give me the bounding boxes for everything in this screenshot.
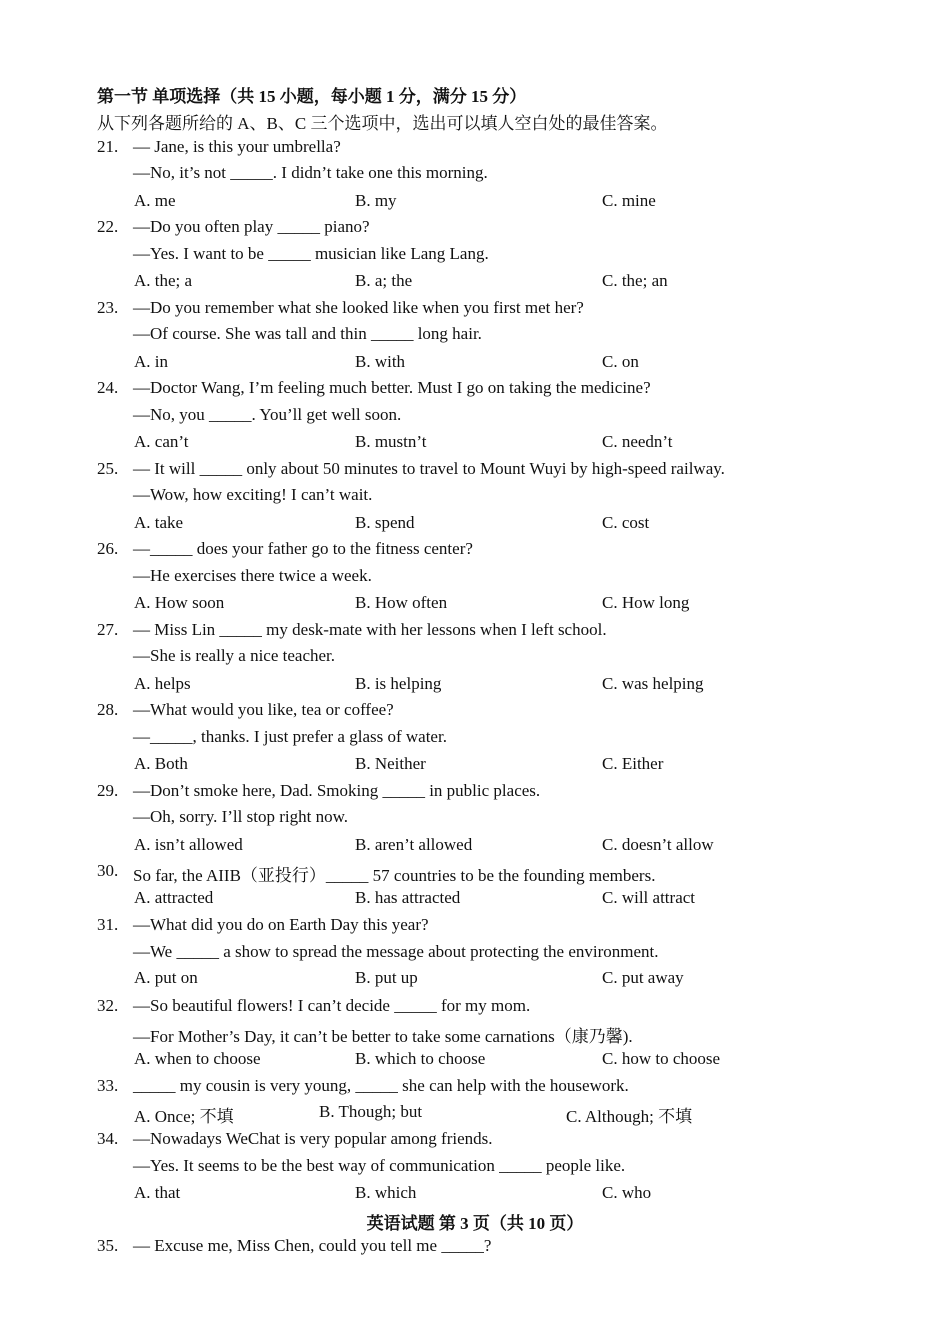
question-line: —Don’t smoke here, Dad. Smoking _____ in public places.	[133, 781, 541, 800]
question-line: —What would you like, tea or coffee?	[133, 700, 394, 719]
question-line: —Of course. She was tall and thin _____ long hair.	[133, 324, 482, 343]
question-line: —She is really a nice teacher.	[133, 646, 336, 665]
option-c: C. the; an	[602, 271, 668, 290]
option-c: C. doesn’t allow	[602, 835, 714, 854]
option-b: B. Though; but	[319, 1102, 423, 1121]
question-line: —He exercises there twice a week.	[133, 566, 372, 585]
option-a: A. isn’t allowed	[134, 835, 243, 854]
option-b: B. aren’t allowed	[355, 835, 473, 854]
option-a: A. me	[134, 191, 176, 210]
option-b: B. put up	[355, 968, 418, 987]
option-b: B. is helping	[355, 674, 442, 693]
option-c: C. cost	[602, 513, 650, 532]
question-line: —Oh, sorry. I’ll stop right now.	[133, 807, 348, 826]
question-number: 21.	[97, 137, 119, 156]
question-line: — It will _____ only about 50 minutes to travel to Mount Wuyi by high-speed railway.	[133, 459, 725, 478]
option-c: C. How long	[602, 593, 690, 612]
option-a: A. the; a	[134, 271, 193, 290]
question-line: So far, the AIIB（亚投行）_____ 57 countries to be the founding members.	[133, 866, 656, 885]
question-line: — Excuse me, Miss Chen, could you tell me _____?	[133, 1236, 492, 1255]
question-number: 28.	[97, 700, 119, 719]
question-number: 25.	[97, 459, 119, 478]
option-a: A. when to choose	[134, 1049, 261, 1068]
question-line: —_____, thanks. I just prefer a glass of water.	[133, 727, 447, 746]
option-c: C. on	[602, 352, 639, 371]
question-line: —_____ does your father go to the fitness center?	[133, 539, 473, 558]
question-line: —Wow, how exciting! I can’t wait.	[133, 485, 373, 504]
question-line: —Do you remember what she looked like when you first met her?	[133, 298, 584, 317]
option-c: C. will attract	[602, 888, 696, 907]
question-number: 26.	[97, 539, 119, 558]
question-line: _____ my cousin is very young, _____ she can help with the housework.	[133, 1076, 629, 1095]
option-b: B. my	[355, 191, 397, 210]
question-number: 23.	[97, 298, 119, 317]
question-line: —Do you often play _____ piano?	[133, 217, 370, 236]
question-number: 24.	[97, 378, 119, 397]
option-c: C. was helping	[602, 674, 704, 693]
section-heading: 第一节 单项选择（共 15 小题，每小题 1 分，满分 15 分）	[97, 87, 527, 106]
option-c: C. put away	[602, 968, 684, 987]
option-a: A. Once; 不填	[134, 1107, 234, 1126]
question-line: —Yes. I want to be _____ musician like Lang Lang.	[133, 244, 489, 263]
question-line: —Doctor Wang, I’m feeling much better. Must I go on taking the medicine?	[133, 378, 651, 397]
option-a: A. take	[134, 513, 184, 532]
question-line: —For Mother’s Day, it can’t be better to take some carnations（康乃馨).	[133, 1027, 633, 1046]
option-b: B. How often	[355, 593, 448, 612]
option-b: B. a; the	[355, 271, 413, 290]
option-a: A. Both	[134, 754, 188, 773]
option-c: C. mine	[602, 191, 656, 210]
option-b: B. with	[355, 352, 406, 371]
option-c: C. who	[602, 1183, 652, 1202]
option-b: B. spend	[355, 513, 415, 532]
question-line: —No, it’s not _____. I didn’t take one this morning.	[133, 163, 488, 182]
question-number: 31.	[97, 915, 119, 934]
question-number: 32.	[97, 996, 119, 1015]
page-footer: 英语试题 第 3 页（共 10 页）	[366, 1214, 584, 1233]
option-a: A. can’t	[134, 432, 189, 451]
option-b: B. Neither	[355, 754, 426, 773]
question-number: 29.	[97, 781, 119, 800]
option-c: C. how to choose	[602, 1049, 721, 1068]
option-a: A. put on	[134, 968, 198, 987]
option-a: A. How soon	[134, 593, 225, 612]
question-number: 33.	[97, 1076, 119, 1095]
question-number: 27.	[97, 620, 119, 639]
option-b: B. which to choose	[355, 1049, 486, 1068]
question-line: —So beautiful flowers! I can’t decide _____ for my mom.	[133, 996, 531, 1015]
question-number: 34.	[97, 1129, 119, 1148]
option-c: C. Although; 不填	[566, 1107, 693, 1126]
question-line: —We _____ a show to spread the message about protecting the environment.	[133, 942, 659, 961]
option-a: A. in	[134, 352, 168, 371]
question-line: —No, you _____. You’ll get well soon.	[133, 405, 402, 424]
option-b: B. has attracted	[355, 888, 461, 907]
option-b: B. which	[355, 1183, 417, 1202]
question-number: 22.	[97, 217, 119, 236]
question-number: 35.	[97, 1236, 119, 1255]
option-a: A. that	[134, 1183, 181, 1202]
question-line: —Yes. It seems to be the best way of communication _____ people like.	[133, 1156, 626, 1175]
question-line: — Miss Lin _____ my desk-mate with her lessons when I left school.	[133, 620, 607, 639]
question-line: — Jane, is this your umbrella?	[133, 137, 341, 156]
option-a: A. attracted	[134, 888, 214, 907]
question-number: 30.	[97, 861, 119, 880]
question-line: —What did you do on Earth Day this year?	[133, 915, 429, 934]
option-b: B. mustn’t	[355, 432, 427, 451]
question-line: —Nowadays WeChat is very popular among friends.	[133, 1129, 493, 1148]
section-instructions: 从下列各题所给的 A、B、C 三个选项中，选出可以填人空白处的最佳答案。	[97, 114, 668, 133]
option-c: C. needn’t	[602, 432, 673, 451]
option-c: C. Either	[602, 754, 664, 773]
option-a: A. helps	[134, 674, 191, 693]
